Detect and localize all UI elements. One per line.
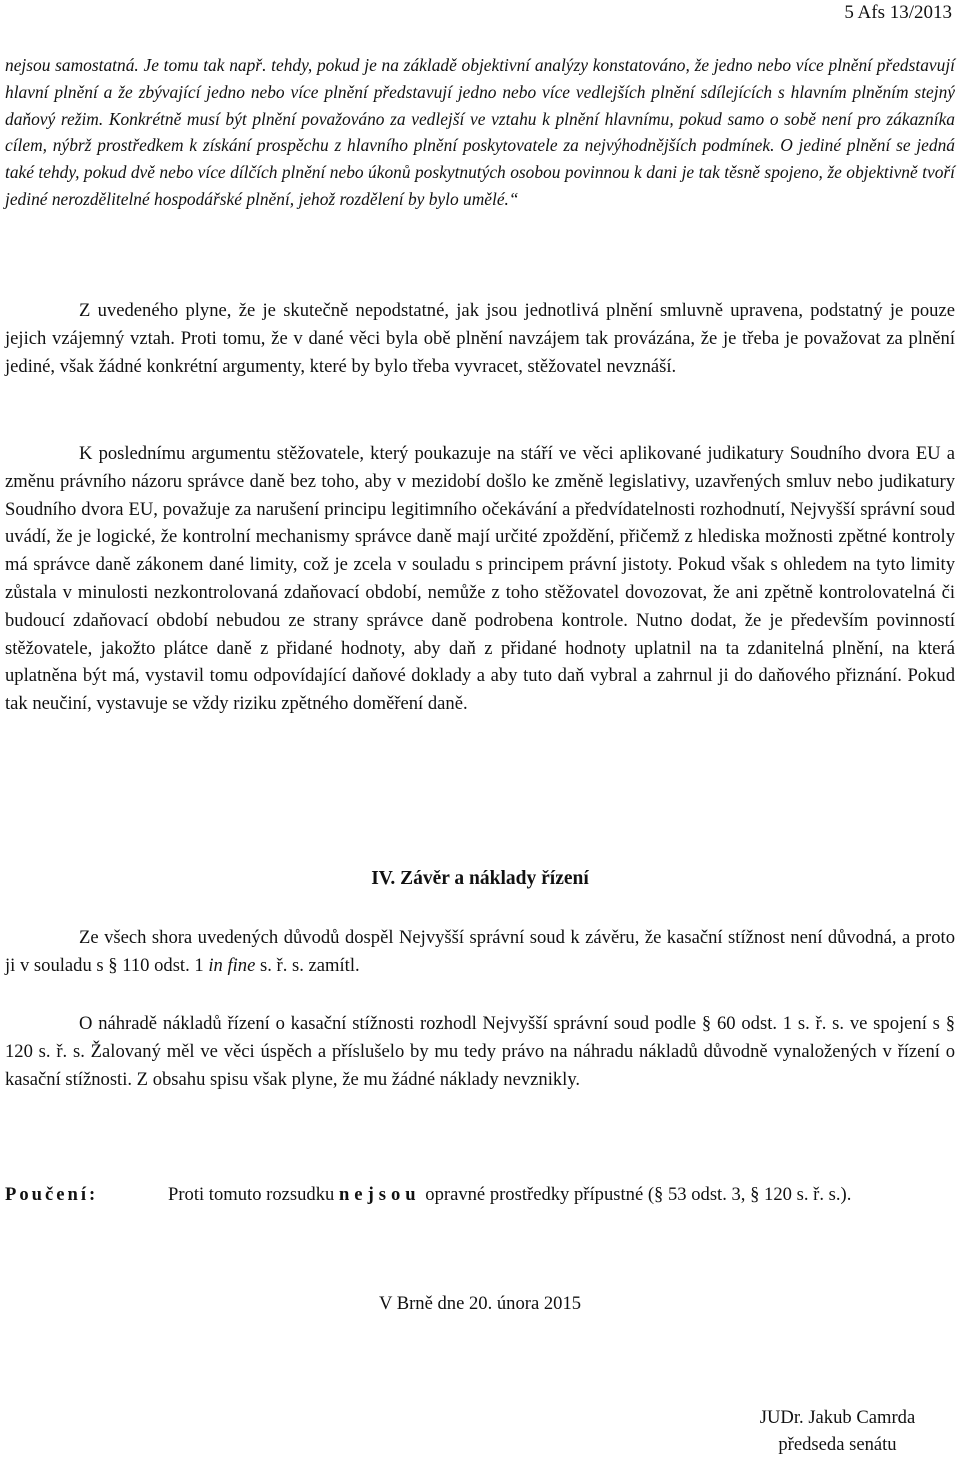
- judge-name: JUDr. Jakub Camrda: [759, 1407, 916, 1428]
- instruction-text-start: Proti tomuto rozsudku: [168, 1184, 339, 1205]
- judge-role: předseda senátu: [778, 1434, 897, 1455]
- section-heading: IV. Závěr a náklady řízení: [371, 868, 589, 889]
- paragraph-costs: O náhradě nákladů řízení o kasační stížnosti rozhodl Nejvyšší správní soud podle § 60 odst. 1 s. ř. s. ve spojení s § 120 s. ř. s. Žalovaný měl ve věci úspěch a příslušelo by mu tedy právo na náhradu nákladů důvodně vynaložených v řízení o kasační stížnosti. Z obsahu spisu však plyne, že mu žádné náklady nevznikly.: [5, 1013, 955, 1090]
- paragraph-legitimate-expectation: K poslednímu argumentu stěžovatele, který poukazuje na stáří ve věci aplikované judikatury Soudního dvora EU a změnu právního názoru správce daně bez toho, aby v mezidobí došlo ke změně legislativy, uzavřených smluv nebo judikatury Soudního dvora EU, považuje za narušení principu legitimního očekávání a předvídatelnosti rozhodnutí, Nejvyšší správní soud uvádí, že je logické, že kontrolní mechanismy správce daně mají určité zpoždění, přičemž z hlediska možnosti zpětné kontroly má správce daně zákonem dané limity, což je zcela v souladu s principem právní jistoty. Pokud však s ohledem na tyto limity zůstala v minulosti nezkontrolovaná zdaňovací období, nemůže z toho stěžovatel dovozovat, že ani zpětně kontrolovatelná či budoucí zdaňovací období nebudou ze strany správce daně podrobena kontrole. Nutno dodat, že je především povinností stěžovatele, jakožto plátce daně z přidané hodnoty, aby daň z přidané hodnoty uplatnil na ta zdanitelná plnění, na která uplatněna být má, vystavil tomu odpovídající daňové doklady a aby tuto daň vybral a zahrnul ji do daňového přiznání. Pokud tak neučiní, vystavuje se vždy riziku zpětného doměření daně.: [5, 443, 955, 715]
- place-and-date: V Brně dne 20. února 2015: [378, 1293, 582, 1314]
- case-number: 5 Afs 13/2013: [844, 2, 952, 23]
- paragraph-relationship: Z uvedeného plyne, že je skutečně nepodstatné, jak jsou jednotlivá plnění smluvně upravena, podstatný je pouze jejich vzájemný vztah. Proti tomu, že v dané věci byla obě plnění navzájem tak provázána, že je třeba je považovat za plnění jediné, však žádné konkrétní argumenty, které by bylo třeba vyvracet, stěžovatel nevznáší.: [5, 300, 955, 377]
- instruction-emphasis: nejsou: [338, 1184, 421, 1205]
- conclusion-text-start: Ze všech shora uvedených důvodů dospěl Nejvyšší správní soud k závěru, že kasační stížnost není důvodná, a proto ji v souladu s § 110 odst. 1: [5, 927, 955, 976]
- instruction-block: [5, 1180, 955, 1210]
- instruction-text-end: opravné prostředky přípustné (§ 53 odst. 3, § 120 s. ř. s.).: [420, 1184, 852, 1205]
- instruction-label: Poučení:: [5, 1184, 99, 1205]
- conclusion-italic-term: in fine: [208, 954, 256, 976]
- conclusion-text-end: s. ř. s. zamítl.: [255, 954, 360, 976]
- instruction-text: [168, 1180, 958, 1210]
- paragraph-conclusion: [5, 924, 955, 980]
- quoted-paragraph: nejsou samostatná. Je tomu tak např. tehdy, pokud je na základě objektivní analýzy konstatováno, že jedno nebo více plnění představují hlavní plnění a že zbývající jedno nebo více plnění představují jedno nebo více vedlejších plnění sdílejících s hlavním plněním stejný daňový režim. Konkrétně musí být plnění považováno za vedlejší ve vztahu k plnění hlavnímu, pokud samo o sobě není pro zákazníka cílem, nýbrž prostředkem k získání prospěchu z hlavního plnění poskytovatele za nejvýhodnějších podmínek. O jediné plnění se jedná také tehdy, pokud dvě nebo více dílčích plnění nebo úkonů poskytnutých osobou povinnou k dani je tak těsně spojeno, že objektivně tvoří jediné nerozdělitelné hospodářské plnění, jehož rozdělení by bylo umělé.“: [5, 55, 955, 209]
